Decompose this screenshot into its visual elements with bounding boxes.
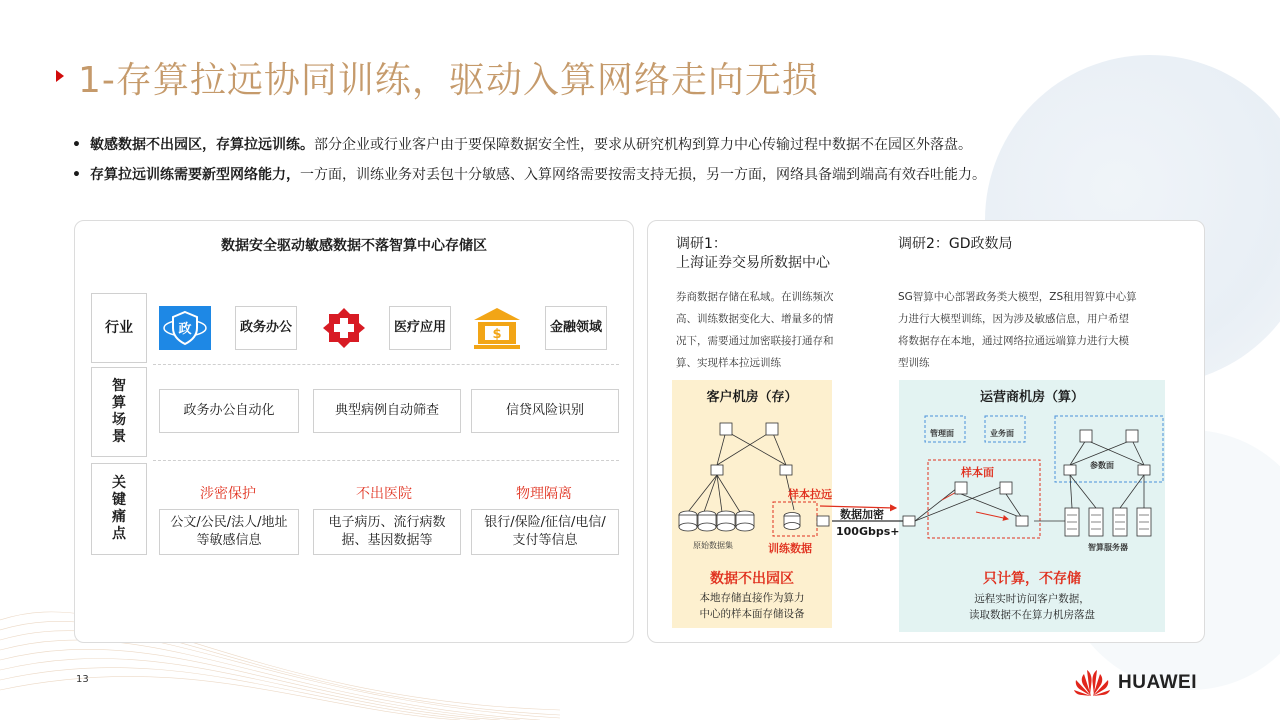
bullet-list [72, 130, 1212, 190]
customer-room-title: 客户机房（存） [706, 390, 798, 405]
huawei-logo [1072, 668, 1197, 698]
row-divider [153, 460, 619, 461]
network-diagram [660, 410, 1180, 560]
operator-room-title: 运营商机房（算） [979, 390, 1084, 405]
left-panel-heading: 数据安全驱动敏感数据不落智算中心存储区 [221, 238, 487, 254]
bandwidth-label: 100Gbps+ [836, 525, 900, 538]
bullet-item [72, 130, 1212, 160]
desc-line: 力进行大模型训练，因为涉及敏感信息，用户希望 [898, 313, 1129, 325]
raw-data-label: 原始数据集 [693, 541, 733, 550]
survey1-description [676, 286, 876, 374]
brand-name: HUAWEI [1118, 672, 1197, 693]
svg-text:政: 政 [178, 322, 192, 337]
survey2-description [898, 286, 1188, 374]
bullet-bold: 存算拉远训练需要新型网络能力， [90, 167, 300, 183]
page-number: 13 [76, 674, 89, 685]
huawei-flower-icon [1072, 668, 1112, 698]
pain-detail: 银行/保险/征信/电信/支付等信息 [471, 509, 619, 555]
train-data-label: 训练数据 [768, 542, 812, 555]
note-line: 本地存储直接作为算力 [699, 592, 805, 604]
desc-line: 高、训练数据变化大、增量多的情 [676, 313, 834, 325]
pain-detail: 电子病历、流行病数据、基因数据等 [313, 509, 461, 555]
survey1-title: 调研1： [676, 236, 727, 252]
bullet-dot: • [72, 137, 81, 153]
survey1-subtitle: 上海证券交易所数据中心 [676, 255, 830, 271]
bullet-text: 一方面，训练业务对丢包十分敏感、入算网络需要按需支持无损，另一方面，网络具备端到端高有效吞吐能力。 [300, 167, 986, 183]
note-line: 远程实时访问客户数据， [974, 593, 1090, 605]
pain-detail: 公文/公民/法人/地址等敏感信息 [159, 509, 299, 555]
pain-title: 物理隔离 [516, 486, 572, 502]
survey2-title: 调研2：GD政数局 [898, 236, 1013, 252]
pain-title: 不出医院 [356, 486, 412, 502]
server-label: 智算服务器 [1088, 543, 1128, 552]
desc-line: 型训练 [898, 357, 930, 369]
business-plane-label: 业务面 [990, 429, 1014, 438]
medical-cross-icon [318, 306, 370, 350]
desc-line: 况下，需要通过加密联接打通存和 [676, 335, 834, 347]
note-line: 读取数据不在算力机房落盘 [969, 609, 1095, 621]
mgmt-plane-label: 管理面 [930, 429, 954, 438]
desc-line: 将数据存在本地，通过网络拉通远端算力进行大模 [898, 335, 1129, 347]
page-title: 1-存算拉远协同训练，驱动入算网络走向无损 [78, 60, 819, 101]
row-label-pain: 关键痛点 [91, 463, 147, 555]
row-label-industry: 行业 [91, 293, 147, 363]
pain-title: 涉密保护 [200, 486, 256, 502]
government-shield-icon [159, 306, 211, 350]
svg-text:$: $ [492, 327, 502, 342]
param-plane-label: 参数面 [1090, 461, 1114, 470]
bullet-dot: • [72, 167, 81, 183]
industry-label-government: 政务办公 [235, 306, 297, 350]
desc-line: 算、实现样本拉远训练 [676, 357, 781, 369]
customer-note [672, 590, 832, 622]
scenario-box: 政务办公自动化 [159, 389, 299, 433]
industry-label-medical: 医疗应用 [389, 306, 451, 350]
pull-label: 样本拉远 [788, 488, 832, 501]
operator-stamp: 只计算，不存储 [983, 571, 1081, 587]
scenario-box: 信贷风险识别 [471, 389, 619, 433]
desc-line: 券商数据存储在私域。在训练频次 [676, 291, 834, 303]
sample-plane-label: 样本面 [961, 466, 994, 479]
encrypt-label: 数据加密 [840, 508, 884, 521]
bullet-text: 部分企业或行业客户由于要保障数据安全性，要求从研究机构到算力中心传输过程中数据不在园区外落盘。 [314, 137, 972, 153]
row-divider [153, 364, 619, 365]
title-marker-icon [56, 70, 64, 82]
industry-label-finance: 金融领域 [545, 306, 607, 350]
bullet-bold: 敏感数据不出园区，存算拉远训练。 [90, 137, 314, 153]
row-label-scenario: 智算场景 [91, 367, 147, 457]
operator-note [899, 591, 1165, 623]
bank-icon [471, 306, 523, 350]
bullet-item [72, 160, 1212, 190]
desc-line: SG智算中心部署政务类大模型，ZS租用智算中心算 [898, 291, 1137, 303]
left-panel [74, 220, 634, 643]
customer-stamp: 数据不出园区 [710, 571, 794, 587]
scenario-box: 典型病例自动筛查 [313, 389, 461, 433]
note-line: 中心的样本面存储设备 [699, 608, 805, 620]
